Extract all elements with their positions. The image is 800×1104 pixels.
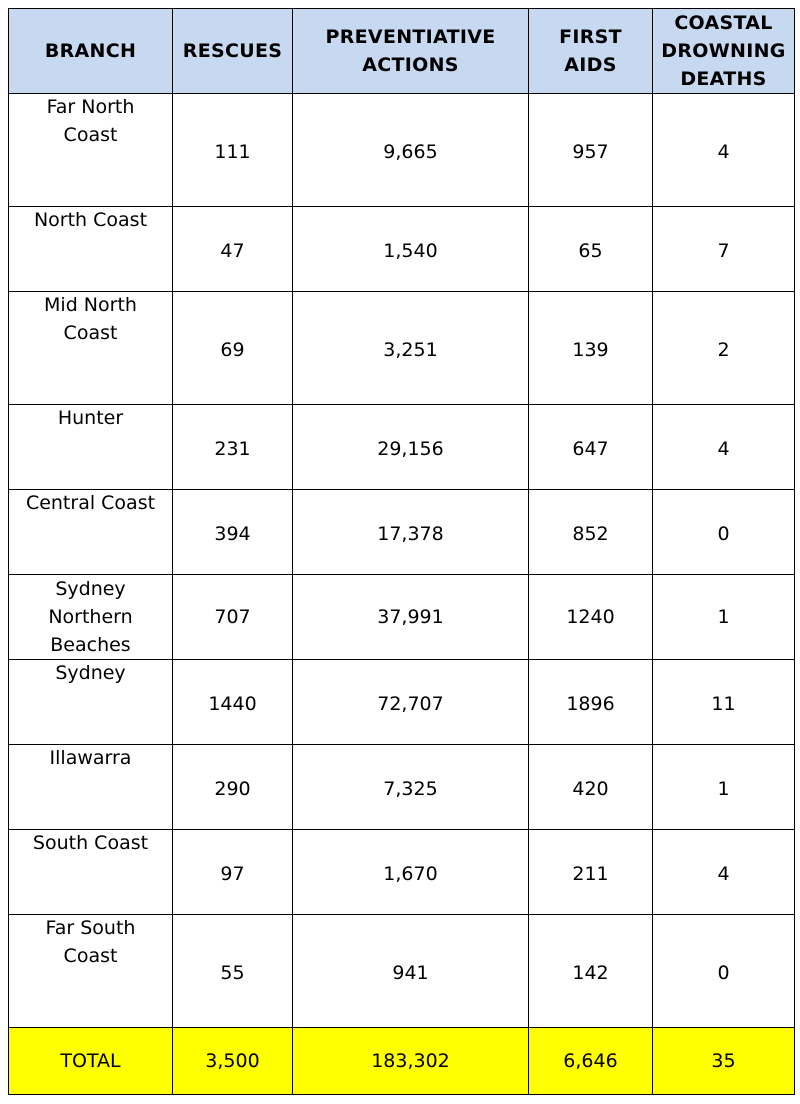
- preventative-actions-cell: 29,156: [293, 405, 529, 490]
- branch-statistics-table: [8, 8, 795, 1095]
- first-aids-cell: 1896: [529, 660, 653, 745]
- first-aids-cell: 420: [529, 745, 653, 830]
- first-aids-cell: 139: [529, 292, 653, 405]
- coastal-drowning-deaths-cell: 1: [653, 745, 795, 830]
- first-aids-cell: 211: [529, 830, 653, 915]
- total-row: [9, 1028, 795, 1095]
- total-first-aids-cell: 6,646: [529, 1028, 653, 1095]
- coastal-drowning-deaths-cell: 1: [653, 575, 795, 660]
- table-row: [9, 207, 795, 292]
- coastal-drowning-deaths-cell: 7: [653, 207, 795, 292]
- branch-cell: Mid North Coast: [9, 292, 173, 405]
- column-header-coastal-drowning-deaths: COASTAL DROWNING DEATHS: [653, 9, 795, 94]
- rescues-cell: 97: [173, 830, 293, 915]
- total-label-cell: TOTAL: [9, 1028, 173, 1095]
- preventative-actions-cell: 941: [293, 915, 529, 1028]
- rescues-cell: 69: [173, 292, 293, 405]
- table-row: [9, 830, 795, 915]
- column-header-branch: BRANCH: [9, 9, 173, 94]
- first-aids-cell: 852: [529, 490, 653, 575]
- first-aids-cell: 1240: [529, 575, 653, 660]
- branch-cell: South Coast: [9, 830, 173, 915]
- table-row: [9, 915, 795, 1028]
- column-header-preventative-actions: PREVENTIATIVE ACTIONS: [293, 9, 529, 94]
- table-row: [9, 94, 795, 207]
- preventative-actions-cell: 3,251: [293, 292, 529, 405]
- first-aids-cell: 142: [529, 915, 653, 1028]
- branch-cell: Far South Coast: [9, 915, 173, 1028]
- preventative-actions-cell: 72,707: [293, 660, 529, 745]
- preventative-actions-cell: 9,665: [293, 94, 529, 207]
- coastal-drowning-deaths-cell: 4: [653, 405, 795, 490]
- first-aids-cell: 647: [529, 405, 653, 490]
- header-row: [9, 9, 795, 94]
- rescues-cell: 55: [173, 915, 293, 1028]
- table-body: [9, 94, 795, 1028]
- branch-cell: Sydney Northern Beaches: [9, 575, 173, 660]
- table-row: [9, 405, 795, 490]
- first-aids-cell: 65: [529, 207, 653, 292]
- table-header: [9, 9, 795, 94]
- rescues-cell: 394: [173, 490, 293, 575]
- table-row: [9, 292, 795, 405]
- branch-cell: Far North Coast: [9, 94, 173, 207]
- rescues-cell: 47: [173, 207, 293, 292]
- column-header-first-aids: FIRST AIDS: [529, 9, 653, 94]
- preventative-actions-cell: 1,670: [293, 830, 529, 915]
- rescues-cell: 1440: [173, 660, 293, 745]
- coastal-drowning-deaths-cell: 0: [653, 490, 795, 575]
- branch-cell: North Coast: [9, 207, 173, 292]
- table-footer: [9, 1028, 795, 1095]
- branch-cell: Sydney: [9, 660, 173, 745]
- coastal-drowning-deaths-cell: 4: [653, 94, 795, 207]
- table-row: [9, 660, 795, 745]
- preventative-actions-cell: 7,325: [293, 745, 529, 830]
- preventative-actions-cell: 1,540: [293, 207, 529, 292]
- rescues-cell: 707: [173, 575, 293, 660]
- coastal-drowning-deaths-cell: 0: [653, 915, 795, 1028]
- rescues-cell: 231: [173, 405, 293, 490]
- total-rescues-cell: 3,500: [173, 1028, 293, 1095]
- table-row: [9, 490, 795, 575]
- coastal-drowning-deaths-cell: 11: [653, 660, 795, 745]
- rescues-cell: 111: [173, 94, 293, 207]
- preventative-actions-cell: 17,378: [293, 490, 529, 575]
- table-row: [9, 745, 795, 830]
- branch-cell: Central Coast: [9, 490, 173, 575]
- coastal-drowning-deaths-cell: 4: [653, 830, 795, 915]
- column-header-rescues: RESCUES: [173, 9, 293, 94]
- total-coastal-drowning-deaths-cell: 35: [653, 1028, 795, 1095]
- branch-cell: Hunter: [9, 405, 173, 490]
- preventative-actions-cell: 37,991: [293, 575, 529, 660]
- branch-cell: Illawarra: [9, 745, 173, 830]
- total-preventative-actions-cell: 183,302: [293, 1028, 529, 1095]
- first-aids-cell: 957: [529, 94, 653, 207]
- coastal-drowning-deaths-cell: 2: [653, 292, 795, 405]
- table-row: [9, 575, 795, 660]
- rescues-cell: 290: [173, 745, 293, 830]
